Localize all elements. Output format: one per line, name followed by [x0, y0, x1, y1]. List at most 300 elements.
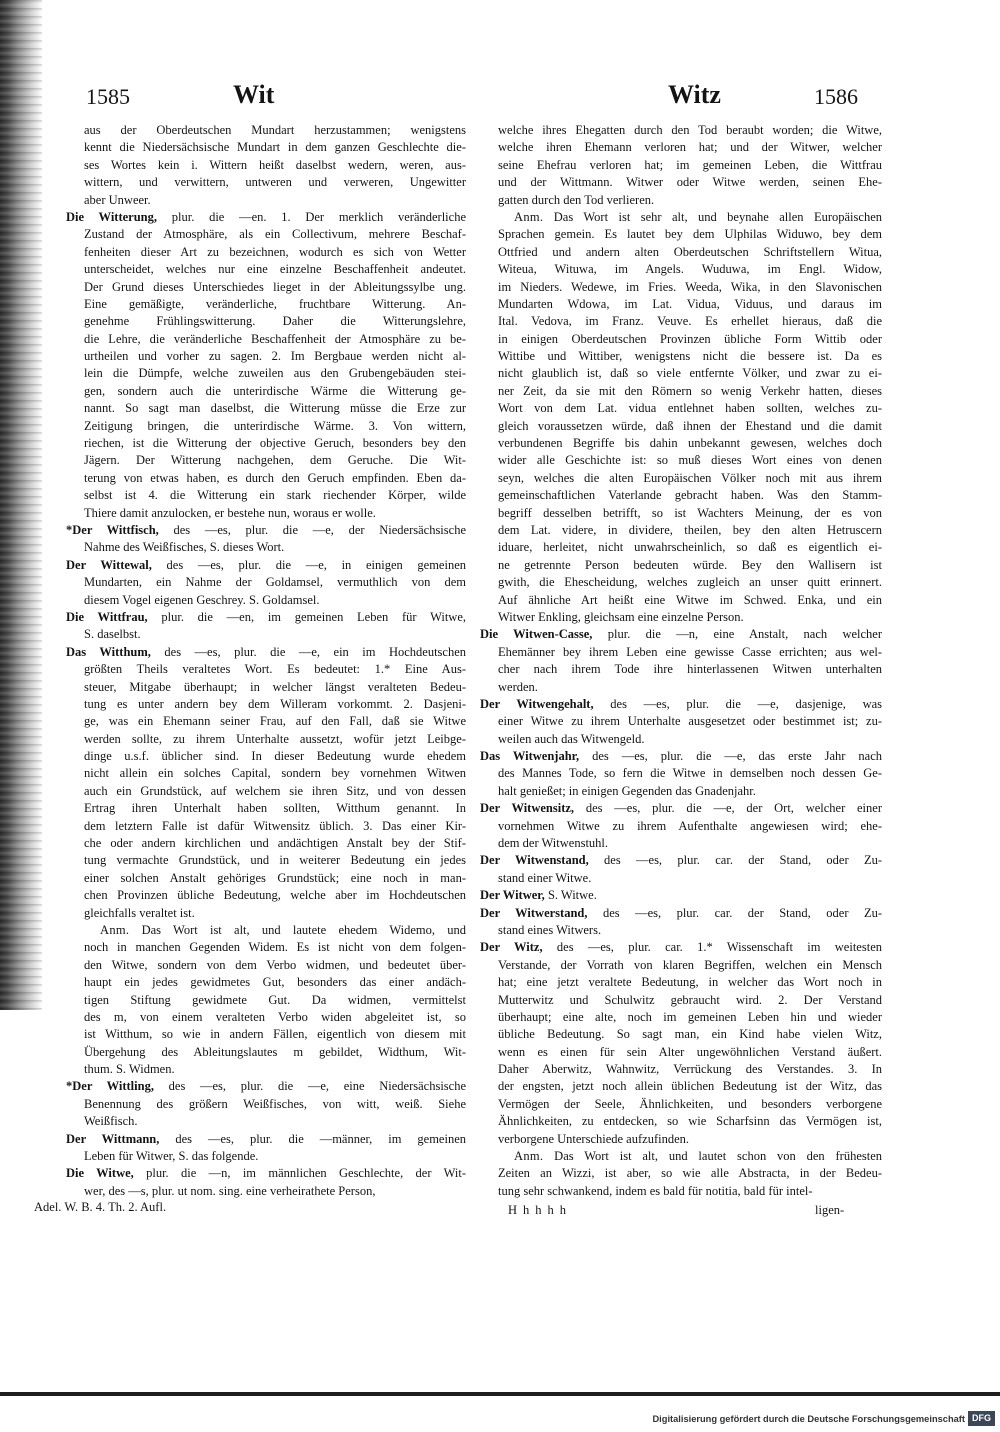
- text-line: [66, 470, 466, 487]
- digitization-credit: [652, 1411, 995, 1426]
- text-line: [480, 626, 882, 643]
- line-text: dem Lat. videre, in dividere, theilen, bey den alten Hetruscern: [498, 522, 882, 537]
- line-text: Verstande, der Vorrath von klaren Begriffen, welchen ein Mensch: [498, 957, 882, 972]
- line-text: ner Zeit, da sie mit den Römern so wenig Verkehr hatten, dieses: [498, 383, 882, 398]
- dictionary-entry: [66, 644, 466, 922]
- text-line: [66, 1096, 466, 1113]
- line-text: des m, von einem veralteten Verbo widen abgeleitet ist, so: [84, 1009, 466, 1024]
- line-text: stand eines Witwers.: [498, 922, 602, 937]
- entry-headword: Der Wittmann,: [66, 1131, 160, 1146]
- text-line: [480, 992, 882, 1009]
- line-text: lein die Dümpfe, welche zuweilen aus den Grubengebäuden stei-: [84, 366, 466, 381]
- line-text: diesem Vogel eigenen Geschrey. S. Goldamsel.: [84, 592, 320, 607]
- text-line: [66, 505, 466, 522]
- line-text: des —es, plur. car. der Stand, oder Zu-: [602, 905, 882, 920]
- text-line: [66, 557, 466, 574]
- dictionary-entry: [480, 939, 882, 1148]
- text-line: [66, 992, 466, 1009]
- line-text: Mundarten Wdowa, im Lat. Vidua, Viduus, und daraus im: [498, 296, 882, 311]
- dictionary-entry: [480, 800, 882, 852]
- line-text: S. Witwe.: [547, 888, 597, 903]
- entry-continuation: [66, 122, 466, 209]
- line-text: plur. die —en, im gemeinen Leben für Witwe,: [161, 609, 466, 624]
- line-text: weilen auch das Witwengeld.: [498, 731, 645, 746]
- text-line: [66, 122, 466, 139]
- text-line: [480, 557, 882, 574]
- text-line: [480, 279, 882, 296]
- text-line: [66, 644, 466, 661]
- entry-headword: Das Witwenjahr,: [480, 749, 580, 764]
- entry-headword: Der Witwer,: [480, 888, 545, 903]
- text-line: [480, 609, 882, 626]
- dictionary-entry: [66, 1131, 466, 1166]
- text-line: [480, 418, 882, 435]
- text-line: [480, 192, 882, 209]
- line-text: des —es, plur. die —e, dasjenige, was: [610, 696, 882, 711]
- line-text: Mundarten, ein Nahme der Goldamsel, vermuthlich von dem: [84, 575, 466, 590]
- text-line: [66, 1026, 466, 1043]
- text-line: [66, 1009, 466, 1026]
- line-text: Ertrag ihren Unterhalt haben sollten, Witthum genannt. In: [84, 801, 466, 816]
- entry-headword: Der Witwengehalt,: [480, 696, 594, 711]
- right-column: [480, 122, 882, 1200]
- line-text: ses Wortes kein i. Wittern heißt daselbst wedern, weren, aus-: [84, 157, 466, 172]
- line-text: hat; eine jetzt veraltete Bedeutung, in welcher das Wort noch in: [498, 975, 882, 990]
- line-text: übliche Bedeutung. So sagt man, ein Kind habe vielen Witz,: [498, 1027, 882, 1042]
- line-text: gleichfalls veraltet ist.: [84, 905, 195, 920]
- line-text: Das Wort ist sehr alt, und beynahe allen Europäischen: [553, 209, 882, 224]
- line-text: aber Unweer.: [84, 192, 151, 207]
- text-line: [480, 1183, 882, 1200]
- line-text: Der Grund dieses Unterschiedes lieget in der Ableitungssylbe ung.: [84, 279, 466, 294]
- text-line: [480, 644, 882, 661]
- text-line: [480, 887, 882, 904]
- line-text: Thiere damit anzulocken, er bestehe nun, woraus er wolle.: [84, 505, 376, 520]
- line-text: einer Witwe zu ihrem Unterhalte ausgesetzet oder bestimmet ist; zu-: [498, 714, 882, 729]
- note-label: Anm.: [514, 209, 544, 224]
- text-line: [480, 574, 882, 591]
- text-line: [480, 365, 882, 382]
- text-line: [66, 818, 466, 835]
- line-text: Vermögen der Seele, Ähnlichkeiten, und besonders verborgene: [498, 1096, 882, 1111]
- line-text: steuer, Mitgabe überhaupt; in welcher längst veralteten Bedeu-: [84, 679, 466, 694]
- scan-edge-bottom: [0, 1392, 1000, 1396]
- line-text: Übergehung des Ableitungslautes m gebildet, Widthum, Wit-: [84, 1044, 466, 1059]
- text-line: [480, 331, 882, 348]
- line-text: gen, sondern auch die unterirdische Wärme die Witterung ge-: [84, 383, 466, 398]
- line-text: begriff desselben betrifft, so ist Wachters Meinung, der es von: [498, 505, 882, 520]
- line-text: selbst ist 4. die Witterung ein stark riechender Körper, wilde: [84, 488, 466, 503]
- text-line: [66, 522, 466, 539]
- text-line: [66, 1148, 466, 1165]
- line-text: des —es, plur. die —e, das erste Jahr nach: [592, 749, 882, 764]
- dictionary-entry: [66, 1165, 466, 1200]
- line-text: ist Witthum, so wie in andern Fällen, eigentlich von diesem mit: [84, 1027, 466, 1042]
- page-number-right: 1586: [814, 84, 858, 109]
- text-line: [480, 696, 882, 713]
- line-text: des —es, plur. die —männer, im gemeinen: [175, 1131, 466, 1146]
- line-text: Wort von dem Lat. vidua entlehnet haben sollten, welches zu-: [498, 401, 882, 416]
- dictionary-entry: [66, 209, 466, 522]
- text-line: [66, 435, 466, 452]
- line-text: wittern, und verwittern, untweren und verweren, Ungewitter: [84, 175, 466, 190]
- line-text: wider alle Geschichte ist: so muß dieses Wort eines von denen: [498, 453, 882, 468]
- line-text: verbundenen Begriffe bis dahin unbekannt gewesen, welches doch: [498, 436, 882, 451]
- text-line: [480, 539, 882, 556]
- line-text: tung vermachte Grundstück, und in weiterer Bedeutung ein jedes: [84, 853, 466, 868]
- page-number-left: 1585: [86, 84, 130, 109]
- running-head-left: Wit: [233, 80, 275, 109]
- text-line: [66, 1061, 466, 1078]
- dictionary-entry: [480, 748, 882, 800]
- dictionary-entry: [480, 852, 882, 887]
- line-text: des —es, plur. die —e, eine Niedersächsische: [168, 1079, 466, 1094]
- volume-note: Adel. W. B. 4. Th. 2. Aufl.: [34, 1200, 167, 1214]
- note-label: Anm.: [514, 1149, 544, 1164]
- line-text: nicht allein ein solches Capital, sondern bey vornehmen Witwen: [84, 766, 466, 781]
- line-text: kennt die Niedersächsische Mundart in dem ganzen Geschlechte die-: [84, 140, 466, 155]
- dictionary-entry: [480, 626, 882, 696]
- line-text: chen Provinzen übliche Bedeutung, welche aber im Hochdeutschen: [84, 888, 466, 903]
- line-text: größten Theils veraltetes Wort. Es bedeutet: 1.* Eine Aus-: [84, 662, 466, 677]
- line-text: Witeua, Wituwa, im Angels. Wuduwa, im Engl. Widow,: [498, 262, 882, 277]
- text-line: [480, 1026, 882, 1043]
- text-line: [66, 331, 466, 348]
- text-line: [66, 905, 466, 922]
- text-line: [480, 592, 882, 609]
- line-text: riechen, ist die Witterung der objective Geruch, besonders bey den: [84, 436, 466, 451]
- text-line: [66, 296, 466, 313]
- line-text: die Lehre, die veränderliche Beschaffenheit der Atmosphäre zu be-: [84, 331, 466, 346]
- line-text: welche ihren Ehemann verloren hat; und der Witwer, welcher: [498, 140, 882, 155]
- text-line: [480, 905, 882, 922]
- text-line: [480, 661, 882, 678]
- text-line: [480, 383, 882, 400]
- text-line: [66, 261, 466, 278]
- line-text: auch ein Grundstück, auf welchem sie ihren Sitz, und von dessen: [84, 783, 466, 798]
- line-text: werden sollte, zu ihrem Unterhalte aussetzt, wofür jetzt Leibge-: [84, 731, 466, 746]
- line-text: dem letztern Falle ist dafür Witwensitz üblich. 3. Das einer Kir-: [84, 818, 466, 833]
- line-text: Leben für Witwer, S. das folgende.: [84, 1149, 259, 1164]
- text-line: [66, 1113, 466, 1130]
- line-text: einer solchen Anstalt gehöriges Grundstück; eine noch in man-: [84, 870, 466, 885]
- text-line: [66, 209, 466, 226]
- entry-headword: *Der Wittfisch,: [66, 522, 159, 537]
- line-text: Das Wort ist alt, und lautete ehedem Widemo, und: [141, 922, 466, 937]
- text-line: [480, 748, 882, 765]
- line-text: S. daselbst.: [84, 627, 141, 642]
- line-text: des —es, plur. die —e, der Niedersächsische: [173, 522, 466, 537]
- text-line: [480, 852, 882, 869]
- line-text: des —es, plur. car. 1.* Wissenschaft im weitesten: [556, 940, 882, 955]
- text-line: [66, 244, 466, 261]
- line-text: überhaupt; eine alte, noch im gemeinen Leben hin und wieder: [498, 1009, 882, 1024]
- entry-headword: *Der Wittling,: [66, 1079, 154, 1094]
- entry-headword: Das Witthum,: [66, 644, 151, 659]
- line-text: halt genießet; in einigen Gegenden das Gnadenjahr.: [498, 783, 756, 798]
- line-text: iduare, herleitet, nicht unwahrscheinlich, so daß es eigentlich ei-: [498, 540, 882, 555]
- entry-continuation: [480, 122, 882, 209]
- text-line: [66, 383, 466, 400]
- line-text: des Mannes Tode, so fern die Witwe in demselben noch dessen Ge-: [498, 766, 882, 781]
- text-line: [66, 365, 466, 382]
- text-line: [480, 261, 882, 278]
- entry-headword: Die Witterung,: [66, 209, 158, 224]
- text-line: [66, 539, 466, 556]
- text-line: [480, 470, 882, 487]
- line-text: Ital. Vedova, im Franz. Veuve. Es erhellet hieraus, daß die: [498, 314, 882, 329]
- scan-edge-left: [0, 0, 42, 1010]
- line-text: ge, was ein Ehemann seiner Frau, auf den Fall, daß sie Witwe: [84, 714, 466, 729]
- text-line: [66, 313, 466, 330]
- text-line: [480, 765, 882, 782]
- etymology-note: [480, 1148, 882, 1200]
- line-text: thum. S. Widmen.: [84, 1062, 175, 1077]
- line-text: Eine gemäßigte, veränderliche, fruchtbare Witterung. An-: [84, 296, 466, 311]
- text-line: [66, 1078, 466, 1095]
- text-line: [66, 626, 466, 643]
- line-text: gatten durch den Tod verlieren.: [498, 192, 655, 207]
- text-line: [480, 1096, 882, 1113]
- line-text: Ähnlichkeiten, zu entdecken, so wie Scharfsinn das Vermögen ist,: [498, 1114, 882, 1129]
- line-text: werden.: [498, 679, 538, 694]
- text-line: [66, 713, 466, 730]
- text-line: [480, 348, 882, 365]
- line-text: der engsten, jetzt noch allein üblichen Bedeutung ist der Witz, das: [498, 1079, 882, 1094]
- text-line: [66, 661, 466, 678]
- text-line: [66, 174, 466, 191]
- line-text: Daher Aberwitz, Wahnwitz, Verrückung des Verstandes. 3. In: [498, 1062, 882, 1077]
- text-line: [480, 1113, 882, 1130]
- text-line: [480, 870, 882, 887]
- line-text: Witwer Enkling, gleichsam eine einzelne Person.: [498, 609, 744, 624]
- dictionary-entry: [66, 557, 466, 609]
- line-text: Mutterwitz und Schulwitz gebraucht wird. 2. Der Verstand: [498, 992, 882, 1007]
- text-line: [480, 244, 882, 261]
- text-line: [66, 800, 466, 817]
- text-line: [66, 765, 466, 782]
- text-line: [66, 783, 466, 800]
- line-text: des —es, plur. die —e, in einigen gemeinen: [166, 557, 466, 572]
- text-line: [66, 922, 466, 939]
- text-line: [480, 1148, 882, 1165]
- text-line: [66, 731, 466, 748]
- text-line: [480, 922, 882, 939]
- line-text: nannt. So sagt man daselbst, die Witterung müsse die Erze zur: [84, 401, 466, 416]
- text-line: [480, 800, 882, 817]
- text-line: [480, 400, 882, 417]
- text-line: [66, 226, 466, 243]
- dictionary-entry: [480, 887, 882, 904]
- text-line: [480, 122, 882, 139]
- line-text: nicht glaublich ist, daß so viele entfernte Völker, und zwar zu ei-: [498, 366, 882, 381]
- entry-headword: Der Witwenstand,: [480, 853, 589, 868]
- text-line: [66, 192, 466, 209]
- line-text: seine Ehefrau verloren hat; im gemeinen Leben, die Wittfrau: [498, 157, 882, 172]
- text-line: [66, 696, 466, 713]
- line-text: welche ihres Ehegatten durch den Tod beraubt worden; die Witwe,: [498, 123, 882, 137]
- line-text: stand einer Witwe.: [498, 870, 592, 885]
- line-text: che oder andern kirchlichen und andächtigen Anstalt bey der Stif-: [84, 836, 466, 851]
- dictionary-entry: [480, 696, 882, 748]
- line-text: haupt ein jedes gewidmetes Gut, besonders das einer andäch-: [84, 975, 466, 990]
- line-text: gwith, die Ehescheidung, welches zugleich an unser quitt erinnert.: [498, 575, 882, 590]
- text-line: [480, 139, 882, 156]
- dictionary-entry: [66, 522, 466, 557]
- line-text: plur. die —n, im männlichen Geschlechte, der Wit-: [146, 1166, 466, 1181]
- text-line: [66, 1044, 466, 1061]
- dfg-logo-icon: DFG: [968, 1411, 995, 1426]
- line-text: wenn es einen für sein Alter ungewöhnlichen Verstand äußert.: [498, 1044, 882, 1059]
- line-text: noch in manchen Gegenden Widem. Es ist nicht von dem folgen-: [84, 940, 466, 955]
- line-text: wer, des —s, plur. ut nom. sing. eine verheirathete Person,: [84, 1183, 376, 1198]
- line-text: fenheiten dieser Art zu bezeichnen, wodurch es sich von Wetter: [84, 244, 466, 259]
- text-line: [66, 574, 466, 591]
- text-line: [480, 835, 882, 852]
- text-line: [480, 1078, 882, 1095]
- text-line: [480, 435, 882, 452]
- line-text: vornehmen Witwe zu ihrem Aufenthalte angewiesen wird; ehe-: [498, 818, 882, 833]
- text-line: [480, 1044, 882, 1061]
- line-text: Nahme des Weißfisches, S. dieses Wort.: [84, 540, 285, 555]
- line-text: in einigen Oberdeutschen Provinzen übliche Form Wittib oder: [498, 331, 882, 346]
- line-text: Das Wort ist alt, und lautet schon von den frühesten: [554, 1149, 882, 1164]
- line-text: Ehemänner bey ihrem Leben eine gewisse Casse errichten; aus wel-: [498, 644, 882, 659]
- note-label: Anm.: [100, 922, 130, 937]
- text-line: [66, 974, 466, 991]
- line-text: verborgene Unterschiede aufzufinden.: [498, 1131, 690, 1146]
- line-text: im Nieders. Wedewe, im Fries. Weeda, Wika, in den Slavonischen: [498, 279, 882, 294]
- line-text: des —es, plur. die —e, ein im Hochdeutschen: [164, 644, 466, 659]
- printer-signature: Hhhhh: [508, 1203, 573, 1217]
- text-line: [480, 957, 882, 974]
- line-text: plur. die —n, eine Anstalt, nach welcher: [607, 627, 882, 642]
- text-line: [480, 939, 882, 956]
- line-text: Zeitigung bringen, die unterirdische Wärme. 3. Von wittern,: [84, 418, 466, 433]
- line-text: genehme Frühlingswitterung. Daher die Witterungslehre,: [84, 314, 466, 329]
- text-line: [480, 296, 882, 313]
- running-head-right: Witz: [668, 80, 721, 109]
- line-text: Weißfisch.: [84, 1114, 138, 1129]
- entry-headword: Der Witz,: [480, 940, 543, 955]
- dictionary-entry: [480, 905, 882, 940]
- line-text: Zustand der Atmosphäre, als ein Collectivum, mehrere Beschaf-: [84, 227, 466, 242]
- text-line: [66, 1131, 466, 1148]
- text-line: [480, 1061, 882, 1078]
- line-text: den Witwe, sondern von dem Verbo widmen, und bedeutet über-: [84, 957, 466, 972]
- line-text: Sprachen gemein. Es lautet bey dem Ulphilas Widuwo, bey dem: [498, 227, 882, 242]
- line-text: Auf ähnliche Art heißt eine Witwe im Schwed. Enka, und ein: [498, 592, 882, 607]
- text-line: [66, 887, 466, 904]
- line-text: und der Wittmann. Witwer oder Witwe werden, seinen Ehe-: [498, 175, 882, 190]
- line-text: tung sehr schwankend, indem es bald für notitia, bald für intel-: [498, 1183, 813, 1198]
- text-line: [480, 157, 882, 174]
- text-line: [66, 1183, 466, 1200]
- text-line: [480, 1131, 882, 1148]
- line-text: cher nach ihrem Tode ihre hinterlassenen Witwen unterhalten: [498, 662, 882, 677]
- text-line: [66, 279, 466, 296]
- line-text: aus der Oberdeutschen Mundart herzustammen; wenigstens: [84, 123, 466, 137]
- text-line: [480, 731, 882, 748]
- entry-headword: Der Witwerstand,: [480, 905, 588, 920]
- line-text: seyn, welches die alten Europäischen Völker noch mit aus ihrem: [498, 470, 882, 485]
- line-text: Jägern. Der Witterung nachgehen, dem Geruche. Die Wit-: [84, 453, 466, 468]
- credit-text: Digitalisierung gefördert durch die Deutsche Forschungsgemeinschaft: [652, 1413, 965, 1424]
- text-line: [66, 592, 466, 609]
- entry-headword: Die Witwen-Casse,: [480, 627, 593, 642]
- etymology-note: [480, 209, 882, 626]
- text-line: [66, 348, 466, 365]
- entry-headword: Die Witwe,: [66, 1166, 134, 1181]
- text-line: [66, 452, 466, 469]
- text-line: [480, 487, 882, 504]
- line-text: Benennung des größern Weißfisches, von witt, weiß. Siehe: [84, 1096, 466, 1111]
- entry-headword: Der Witwensitz,: [480, 801, 575, 816]
- text-line: [66, 957, 466, 974]
- text-line: [480, 713, 882, 730]
- text-line: [480, 818, 882, 835]
- line-text: des —es, plur. die —e, der Ort, welcher einer: [585, 801, 882, 816]
- text-line: [480, 783, 882, 800]
- text-line: [480, 522, 882, 539]
- text-line: [66, 852, 466, 869]
- entry-headword: Der Wittewal,: [66, 557, 152, 572]
- line-text: dinge u.s.f. üblicher sind. In dieser Bedeutung wurde ehedem: [84, 749, 466, 764]
- text-line: [480, 1009, 882, 1026]
- line-text: urtheilen und vorher zu sagen. 2. Im Bergbaue werden nicht al-: [84, 349, 466, 364]
- text-line: [480, 679, 882, 696]
- dictionary-entry: [66, 609, 466, 644]
- text-line: [66, 157, 466, 174]
- text-line: [480, 209, 882, 226]
- line-text: dem der Witwenstuhl.: [498, 836, 609, 851]
- text-line: [66, 609, 466, 626]
- dictionary-entry: [66, 1078, 466, 1130]
- text-line: [480, 1165, 882, 1182]
- text-line: [66, 1165, 466, 1182]
- left-column: [66, 122, 466, 1200]
- text-line: [480, 174, 882, 191]
- line-text: terung von etwas haben, es durch den Geruch empfinden. Eben da-: [84, 470, 466, 485]
- line-text: gemeinschaftlichen Vaterlande gebracht haben. Was den Stamm-: [498, 488, 882, 503]
- text-line: [480, 505, 882, 522]
- text-line: [480, 226, 882, 243]
- line-text: ne getrennte Person bedeuten würde. Bey den Wallisern ist: [498, 557, 882, 572]
- etymology-note: [66, 922, 466, 1079]
- text-line: [66, 418, 466, 435]
- text-line: [66, 139, 466, 156]
- line-text: tigen Stiftung gewidmete Gut. Da widmen, vermittelst: [84, 992, 466, 1007]
- line-text: unterscheidet, welches nur eine einzelne Beschaffenheit andeutet.: [84, 262, 466, 277]
- line-text: gleich voraussetzen würde, daß ihnen der Ehestand und die damit: [498, 418, 882, 433]
- text-line: [66, 870, 466, 887]
- text-line: [66, 835, 466, 852]
- text-line: [66, 939, 466, 956]
- text-line: [66, 487, 466, 504]
- entry-headword: Die Wittfrau,: [66, 609, 148, 624]
- text-line: [480, 452, 882, 469]
- line-text: Ottfried und andern alten Oberdeutschen Schriftstellern Witua,: [498, 244, 882, 259]
- text-line: [480, 974, 882, 991]
- text-line: [66, 748, 466, 765]
- line-text: Zeiten an Wizzi, ist aber, so wie alle Abstracta, in der Bedeu-: [498, 1166, 882, 1181]
- line-text: tung es unter andern bey dem Willeram vorkommt. 2. Dasjeni-: [84, 696, 466, 711]
- catchword: ligen-: [815, 1203, 845, 1217]
- text-line: [66, 679, 466, 696]
- line-text: Wittibe und Wittiber, wenigstens nicht die bessere ist. Da es: [498, 349, 882, 364]
- line-text: plur. die —en. 1. Der merklich veränderliche: [171, 209, 466, 224]
- line-text: des —es, plur. car. der Stand, oder Zu-: [604, 853, 882, 868]
